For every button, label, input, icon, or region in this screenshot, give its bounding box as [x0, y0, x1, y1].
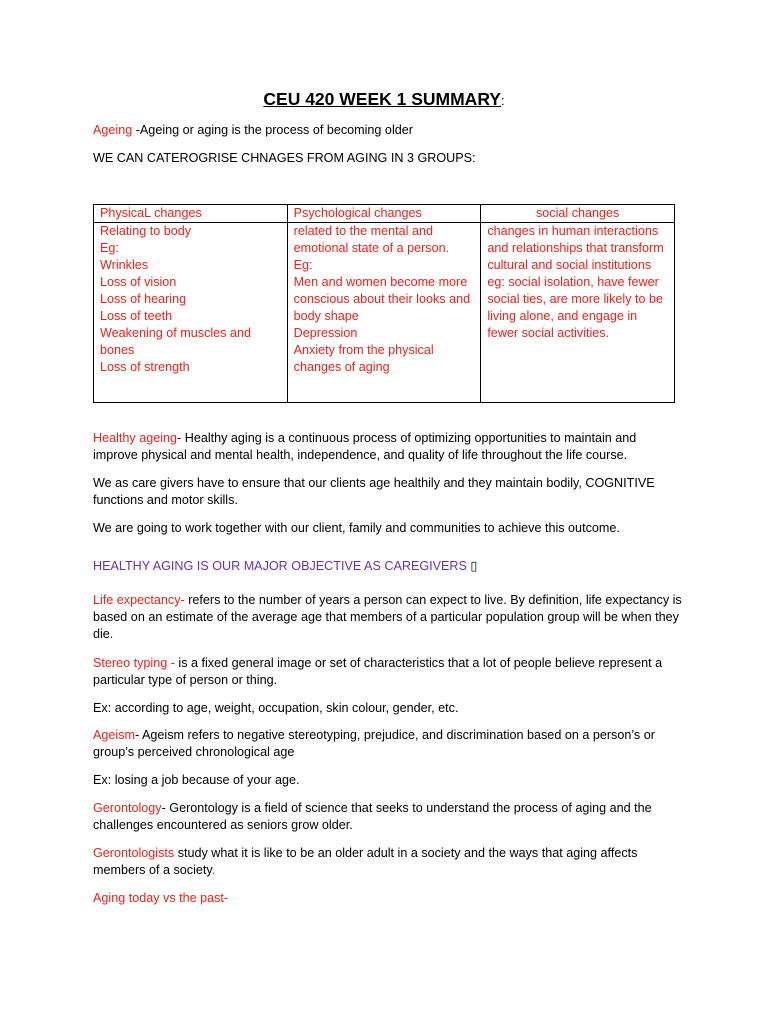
caregivers-paragraph: We as care givers have to ensure that our clients age healthily and they maintain bodily, COGNITIVE functions and motor skills.	[93, 476, 655, 507]
list-item: Eg:	[293, 258, 313, 272]
page-title	[0, 88, 768, 112]
gerontologists-definition	[93, 845, 683, 879]
healthy-ageing-definition	[93, 430, 683, 464]
list-item: Loss of hearing	[100, 292, 187, 306]
healthy-ageing-term: Healthy ageing	[93, 431, 178, 445]
gerontology-definition	[93, 800, 683, 834]
header-social: social changes	[481, 205, 675, 223]
header-psychological: Psychological changes	[287, 205, 481, 223]
ageing-definition	[93, 122, 683, 139]
missing-glyph-icon: ▯	[470, 559, 478, 573]
stereotyping-definition	[93, 655, 683, 689]
gerontologists-period: .	[211, 863, 216, 877]
aging-changes-table	[93, 204, 675, 403]
title-colon: :	[500, 93, 505, 108]
ageism-example: Ex: losing a job because of your age.	[93, 773, 300, 787]
table-row	[94, 223, 675, 403]
list-item: Loss of vision	[100, 275, 177, 289]
list-item: Loss of teeth	[100, 309, 173, 323]
list-item: Anxiety from the physical changes of aging	[293, 343, 434, 374]
groups-heading: WE CAN CATEROGRISE CHNAGES FROM AGING IN 3 GROUPS:	[93, 151, 476, 165]
list-item: Wrinkles	[100, 258, 149, 272]
title-text: CEU 420 WEEK 1 SUMMARY	[263, 89, 501, 109]
list-item: Loss of strength	[100, 360, 190, 374]
header-physical: PhysicaL changes	[94, 205, 288, 223]
stereotyping-text: is a fixed general image or set of characteristics that a lot of people believe represent a particular type of person or thing.	[93, 656, 663, 687]
life-expectancy-term: Life expectancy-	[93, 593, 185, 607]
ageing-term: Ageing	[93, 123, 133, 137]
ageing-text: -Ageing or aging is the process of becoming older	[132, 123, 413, 137]
aging-today-heading: Aging today vs the past-	[93, 891, 229, 905]
objective-line	[93, 558, 683, 575]
psychological-cell	[287, 223, 481, 403]
stereotyping-term: Stereo typing -	[93, 656, 175, 670]
ageism-text: - Ageism refers to negative stereotyping, prejudice, and discrimination based on a person’s or group’s perceived chronological age	[93, 728, 655, 759]
physical-cell	[94, 223, 288, 403]
social-cell	[481, 223, 675, 403]
gerontology-text: - Gerontology is a field of science that seeks to understand the process of aging and the challenges encountered as seniors grow older.	[93, 801, 652, 832]
list-item: eg: social isolation, have fewer social ties, are more likely to be living alone, and engage in fewer social activities.	[487, 275, 663, 340]
healthy-ageing-text: - Healthy aging is a continuous process of optimizing opportunities to maintain and improve physical and mental health, independence, and quality of life throughout the life course.	[93, 431, 637, 462]
life-expectancy-text: refers to the number of years a person can expect to live. By definition, life expectancy is based on an estimate of the average age that members of a particular population group will be when they die.	[93, 593, 682, 641]
list-item: Weakening of muscles and bones	[100, 326, 251, 357]
gerontologists-text: study what it is like to be an older adult in a society and the ways that aging affects members of a society	[93, 846, 638, 877]
list-item: Eg:	[100, 241, 119, 255]
objective-text: HEALTHY AGING IS OUR MAJOR OBJECTIVE AS CAREGIVERS	[93, 559, 471, 573]
list-item: related to the mental and emotional state of a person.	[293, 224, 450, 255]
gerontology-term: Gerontology	[93, 801, 162, 815]
life-expectancy-definition	[93, 592, 683, 643]
list-item: changes in human interactions and relationships that transform cultural and social institutions	[487, 224, 664, 272]
list-item: Men and women become more conscious about their looks and body shape	[293, 275, 471, 323]
table-header-row	[94, 205, 675, 223]
ageism-term: Ageism	[93, 728, 135, 742]
list-item: Relating to body	[100, 224, 192, 238]
list-item: Depression	[293, 326, 358, 340]
ageism-definition	[93, 727, 683, 761]
together-paragraph: We are going to work together with our client, family and communities to achieve this outcome.	[93, 521, 620, 535]
stereotyping-example: Ex: according to age, weight, occupation, skin colour, gender, etc.	[93, 701, 459, 715]
gerontologists-term: Gerontologists	[93, 846, 175, 860]
